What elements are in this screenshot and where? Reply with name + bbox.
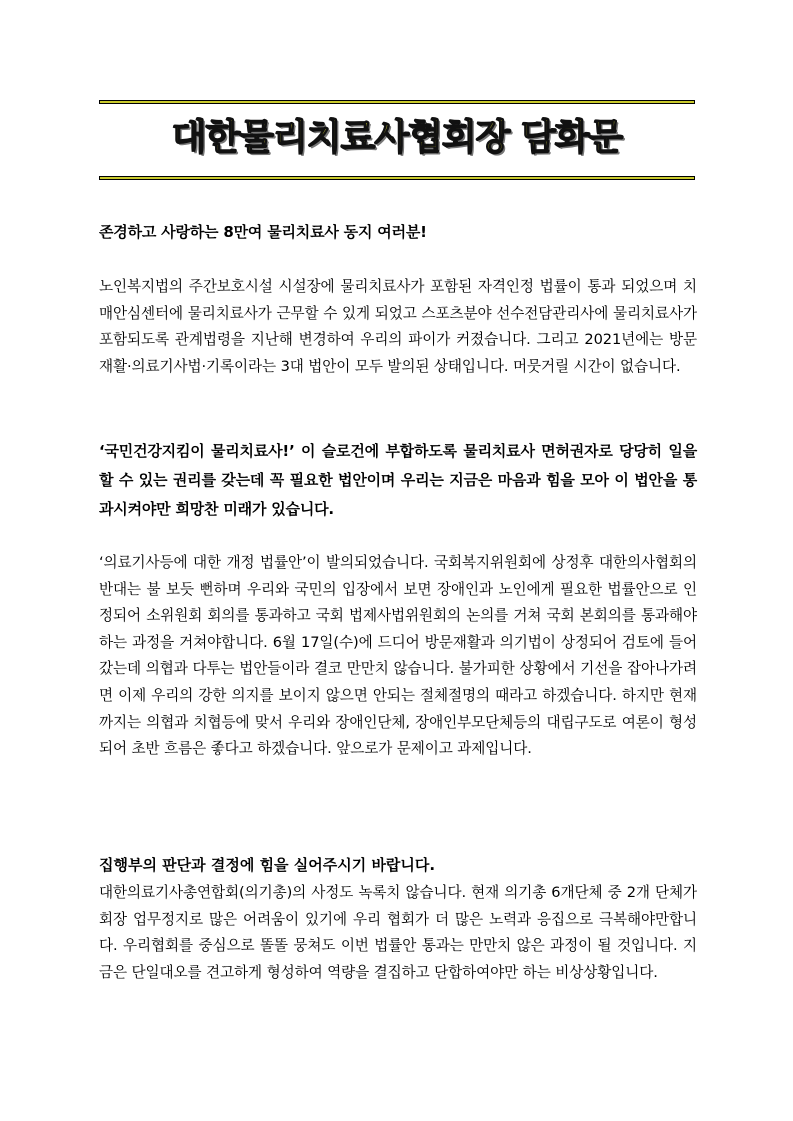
paragraph-laws-passed: 노인복지법의 주간보호시설 시설장에 물리치료사가 포함된 자격인정 법률이 통과 되었으며 치매안심센터에 물리치료사가 근무할 수 있게 되었고 스포츠분야 선수전담관리사에 물리치료사가 포함되도록 관계법령을 지난해 변경하여 우리의 파이가 커졌습니다. 그리고 2021년에는 방문재활·의료기사법·기록이라는 3대 법안이 모두 발의된 상태입니다. 머뭇거릴 시간이 없습니다. [99, 278, 697, 375]
paragraph-bill-process: ‘의료기사등에 대한 개정 법률안’이 발의되었습니다. 국회복지위원회에 상정후 대한의사협회의 반대는 불 보듯 뻔하며 우리와 국민의 입장에서 보면 장애인과 노인에게 필요한 법률안으로 인정되어 소위원회 회의를 통과하고 국회 법제사법위원회의 논의를 거쳐 국회 본회의를 통과해야하는 과정을 거쳐야합니다. 6월 17일(수)에 드디어 방문재활과 의기법이 상정되어 검토에 들어갔는데 의협과 다투는 법안들이라 결코 만만치 않습니다. 불가피한 상황에서 기선을 잡아나가려면 이제 우리의 강한 의지를 보이지 않으면 안되는 절체절명의 때라고 하겠습니다. 하지만 현재까지는 의협과 치협등에 맞서 우리와 장애인단체, 장애인부모단체등의 대립구도로 여론이 형성되어 초반 흐름은 좋다고 하겠습니다. 앞으로가 문제이고 과제입니다. [99, 554, 697, 758]
paragraph-federation: 대한의료기사총연합회(의기총)의 사정도 녹록치 않습니다. 현재 의기총 6개단체 중 2개 단체가 회장 업무정지로 많은 어려움이 있기에 우리 협회가 더 많은 노력과 응집으로 극복해야만합니다. 우리협회를 중심으로 똘똘 뭉쳐도 이번 법률안 통과는 만만치 않은 과정이 될 것입니다. 지금은 단일대오를 견고하게 형성하여 역량을 결집하고 단합하여야만 하는 비상상황입니다. [99, 884, 697, 981]
section-heading-support: 집행부의 판단과 결정에 힘을 실어주시기 바랍니다. [99, 856, 436, 874]
page-title: 대한물리치료사협회장 담화문 [171, 117, 623, 158]
title-bottom-rule [99, 176, 695, 180]
paragraph-slogan: ‘국민건강지킴이 물리치료사!’ 이 슬로건에 부합하도록 물리치료사 면허권자로 당당히 일을 할 수 있는 권리를 갖는데 꼭 필요한 법안이며 우리는 지금은 마음과 힘을 모아 이 법안을 통과시켜야만 희망찬 미래가 있습니다. [99, 442, 697, 518]
greeting-line: 존경하고 사랑하는 8만여 물리치료사 동지 여러분! [99, 223, 427, 241]
title-top-rule [99, 100, 695, 104]
